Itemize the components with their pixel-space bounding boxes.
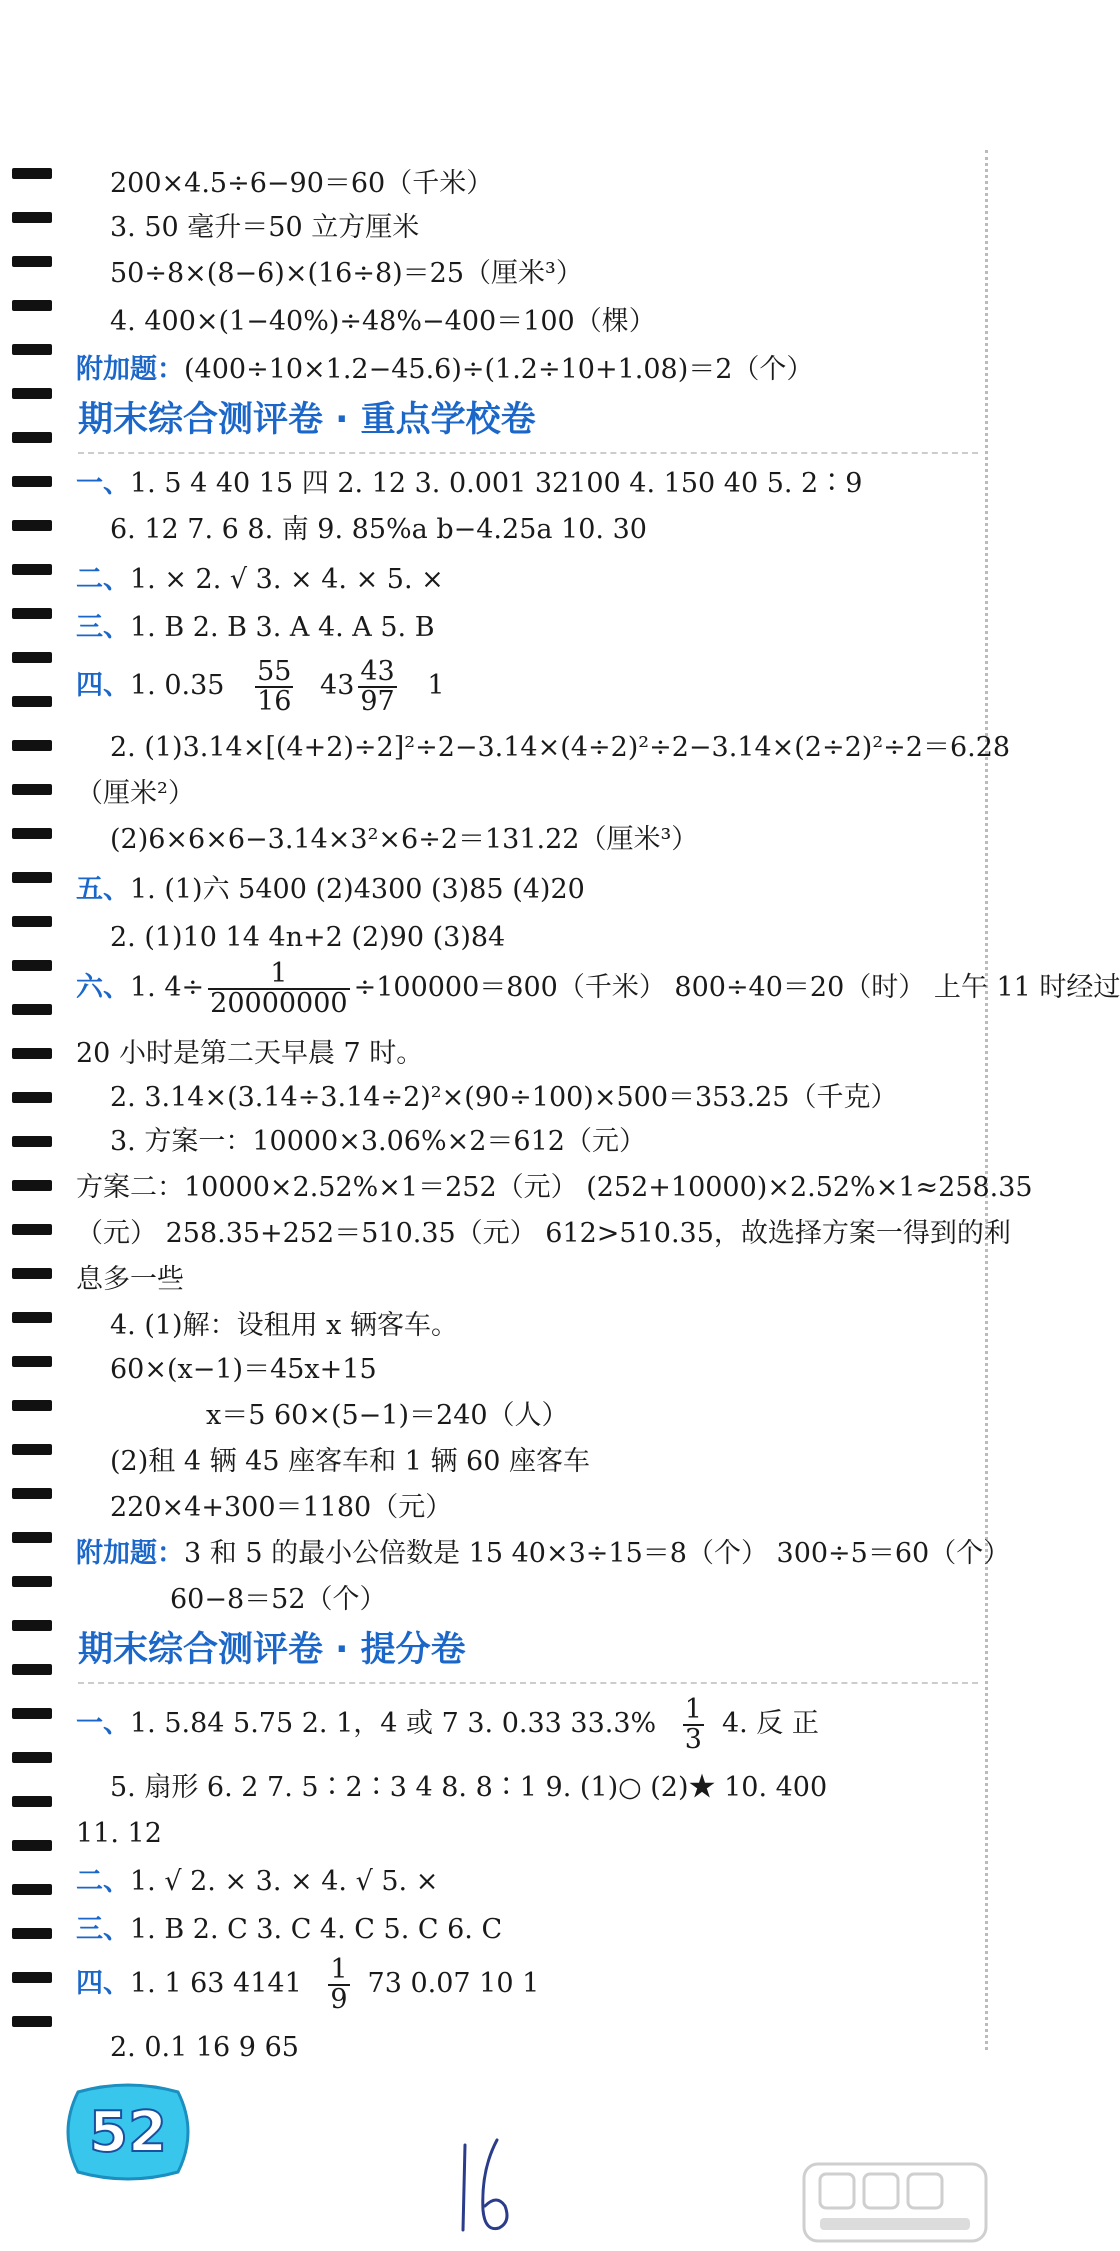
answer-text: 73 0.07 10 1 [367, 1968, 540, 1999]
page-number: 52 [89, 2099, 167, 2165]
binding-hole [12, 1180, 52, 1191]
answer-line: （厘米²） [76, 778, 195, 809]
answer-line: 4. 400×(1−40%)÷48%−400＝100（棵） [110, 306, 656, 337]
answer-line: 60−8＝52（个） [170, 1584, 387, 1615]
question-line [76, 610, 435, 646]
handwritten-note [455, 2130, 515, 2240]
bonus-text: (400÷10×1.2−45.6)÷(1.2÷10+1.08)＝2（个） [184, 354, 814, 385]
mixed-number-whole: 43 [320, 670, 355, 701]
binding-hole [12, 1532, 52, 1543]
question-line [76, 562, 444, 598]
answer-line: 200×4.5÷6−90＝60（千米） [110, 168, 494, 199]
question-number: 三、 [76, 612, 130, 643]
question-number: 四、 [76, 670, 130, 701]
question-line [76, 1954, 539, 2014]
answer-line: (2)6×6×6−3.14×3²×6÷2＝131.22（厘米³） [110, 824, 699, 855]
question-number: 四、 [76, 1968, 130, 1999]
binding-hole [12, 1576, 52, 1587]
fraction: $\frac{1}{20000000}$ [210, 957, 348, 1019]
binding-hole [12, 652, 52, 663]
question-line [76, 1694, 819, 1754]
bonus-label: 附加题： [76, 1538, 184, 1569]
handwritten-16-icon [455, 2130, 515, 2240]
question-line [76, 656, 445, 716]
bonus-question-line [76, 352, 813, 388]
answer-line: x＝5 60×(5−1)＝240（人） [206, 1400, 569, 1431]
fraction: $\frac{1}{9}$ [330, 1953, 348, 2015]
answer-text: 4. 反 正 [721, 1708, 819, 1739]
binding-hole [12, 256, 52, 267]
binding-hole [12, 1136, 52, 1147]
answer-text: 1. × 2. √ 3. × 4. × 5. × [130, 564, 444, 595]
question-number: 一、 [76, 468, 130, 499]
binding-hole [12, 828, 52, 839]
question-line [76, 466, 862, 502]
answer-line: 3. 方案一：10000×3.06%×2＝612（元） [110, 1126, 646, 1157]
question-number: 二、 [76, 564, 130, 595]
binding-hole [12, 1356, 52, 1367]
question-number: 一、 [76, 1708, 130, 1739]
section-title: 期末综合测评卷 · 提分卷 [78, 1630, 466, 1670]
answer-text: 1. 0.35 [130, 670, 225, 701]
binding-holes [12, 0, 52, 2070]
answer-text: 1 [427, 670, 445, 701]
answer-line: 220×4+300＝1180（元） [110, 1492, 453, 1523]
question-line [76, 1912, 502, 1948]
watermark-stamp-icon [800, 2160, 990, 2245]
answer-text: 1. 4÷ [130, 972, 205, 1003]
bonus-question-line [76, 1536, 1010, 1572]
binding-hole [12, 1664, 52, 1675]
bonus-text: 3 和 5 的最小公倍数是 15 40×3÷15＝8（个） 300÷5＝60（个） [184, 1538, 1011, 1569]
binding-hole [12, 212, 52, 223]
binding-hole [12, 960, 52, 971]
binding-hole [12, 300, 52, 311]
binding-hole [12, 344, 52, 355]
binding-hole [12, 1928, 52, 1939]
page-edge-dotted-line [985, 150, 988, 2050]
answer-line: 2. 3.14×(3.14÷3.14÷2)²×(90÷100)×500＝353.25（千克） [110, 1082, 898, 1113]
binding-hole [12, 1972, 52, 1983]
binding-hole [12, 916, 52, 927]
binding-hole [12, 1620, 52, 1631]
answer-line: 11. 12 [76, 1818, 162, 1849]
answer-line: 息多一些 [76, 1264, 184, 1295]
fraction: $\frac{1}{3}$ [684, 1693, 702, 1755]
binding-hole [12, 1752, 52, 1763]
binding-hole [12, 1708, 52, 1719]
answer-line: 5. 扇形 6. 2 7. 5∶2∶3 4 8. 8∶1 9. (1)○ (2)★ 10. 400 [110, 1772, 828, 1803]
title-divider [78, 452, 978, 454]
binding-hole [12, 1268, 52, 1279]
answer-line: 60×(x−1)＝45x+15 [110, 1354, 377, 1385]
binding-hole [12, 432, 52, 443]
answer-line: 20 小时是第二天早晨 7 时。 [76, 1038, 424, 1069]
answer-text: 1. B 2. B 3. A 4. A 5. B [130, 612, 435, 643]
page-number-badge [58, 2082, 198, 2182]
binding-hole [12, 564, 52, 575]
binding-hole [12, 2016, 52, 2027]
binding-hole [12, 1444, 52, 1455]
title-divider [78, 1682, 978, 1684]
binding-hole [12, 1092, 52, 1103]
binding-hole [12, 1488, 52, 1499]
binding-hole [12, 476, 52, 487]
answer-line: 方案二：10000×2.52%×1＝252（元） (252+10000)×2.52%×1≈258.35 [76, 1172, 1033, 1203]
answer-line: 4. (1)解：设租用 x 辆客车。 [110, 1310, 458, 1341]
question-line [76, 958, 1120, 1018]
watermark-logo [800, 2160, 990, 2245]
answer-text: 1. √ 2. × 3. × 4. √ 5. × [130, 1866, 439, 1897]
binding-hole [12, 1840, 52, 1851]
binding-hole [12, 1884, 52, 1895]
answer-line: 2. (1)3.14×[(4+2)÷2]²÷2−3.14×(4÷2)²÷2−3.14×(2÷2)²÷2＝6.28 [110, 732, 1011, 763]
binding-hole [12, 1312, 52, 1323]
binding-hole [12, 1004, 52, 1015]
answer-line: 2. 0.1 16 9 65 [110, 2032, 299, 2063]
binding-hole [12, 388, 52, 399]
answer-text: 1. 1 63 4141 [130, 1968, 302, 1999]
binding-hole [12, 1224, 52, 1235]
answer-text: 1. B 2. C 3. C 4. C 5. C 6. C [130, 1914, 503, 1945]
answer-text: 1. (1)六 5400 (2)4300 (3)85 (4)20 [130, 874, 585, 905]
answer-line: (2)租 4 辆 45 座客车和 1 辆 60 座客车 [110, 1446, 590, 1477]
binding-hole [12, 168, 52, 179]
binding-hole [12, 520, 52, 531]
binding-hole [12, 1048, 52, 1059]
binding-hole [12, 1796, 52, 1807]
answer-line: 6. 12 7. 6 8. 南 9. 85%a b−4.25a 10. 30 [110, 514, 647, 545]
question-number: 五、 [76, 874, 130, 905]
binding-hole [12, 608, 52, 619]
binding-hole [12, 696, 52, 707]
answer-text: 1. 5 4 40 15 四 2. 12 3. 0.001 32100 4. 150 40 5. 2∶9 [130, 468, 863, 499]
fraction: $\frac{55}{16}$ [257, 655, 292, 717]
answer-text: 1. 5.84 5.75 2. 1，4 或 7 3. 0.33 33.3% [130, 1708, 657, 1739]
question-line [76, 872, 585, 908]
answer-line: 2. (1)10 14 4n+2 (2)90 (3)84 [110, 922, 506, 953]
fraction: $\frac{43}{97}$ [360, 655, 395, 717]
binding-hole [12, 1400, 52, 1411]
section-title: 期末综合测评卷 · 重点学校卷 [78, 400, 536, 440]
answer-line: （元） 258.35+252＝510.35（元） 612>510.35，故选择方案一得到的利 [76, 1218, 1011, 1249]
binding-hole [12, 740, 52, 751]
question-number: 六、 [76, 972, 130, 1003]
answer-text: ÷100000＝800（千米） 800÷40＝20（时） 上午 11 时经过 [353, 972, 1120, 1003]
answer-line: 50÷8×(8−6)×(16÷8)＝25（厘米³） [110, 258, 583, 289]
question-number: 三、 [76, 1914, 130, 1945]
binding-hole [12, 784, 52, 795]
answer-line: 3. 50 毫升＝50 立方厘米 [110, 212, 420, 243]
bonus-label: 附加题： [76, 354, 184, 385]
binding-hole [12, 872, 52, 883]
question-line [76, 1864, 438, 1900]
question-number: 二、 [76, 1866, 130, 1897]
